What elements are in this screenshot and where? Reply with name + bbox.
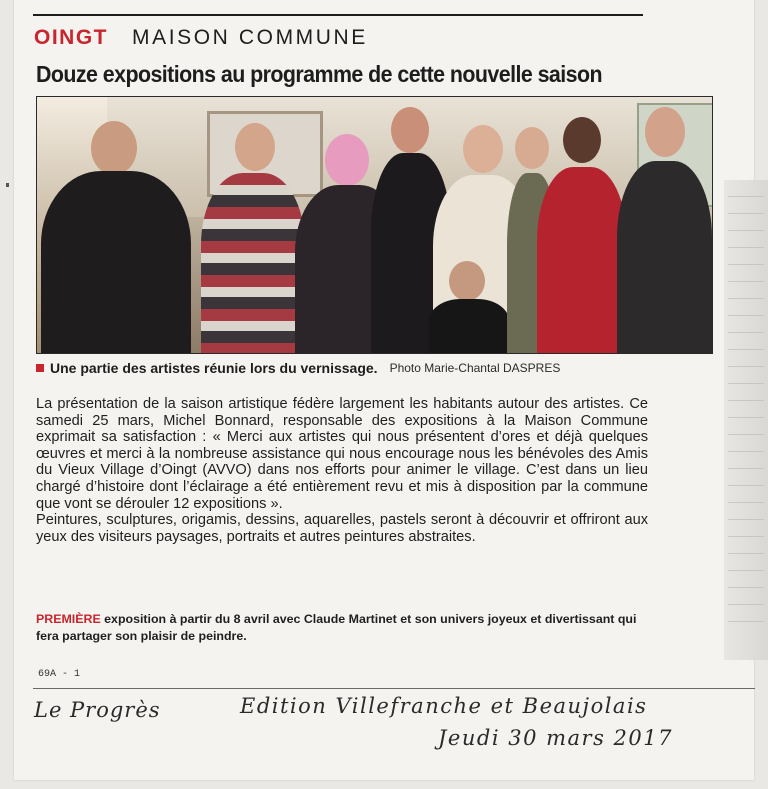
article-paragraph-1: La présentation de la saison artistique fédère largement les habitants autour des artistes. Ce samedi 25 mars, Michel Bonnard, responsable des expositions à la Maison Commune exprimait sa satisfaction : « Merci aux artistes qui nous présentent d’ores et déjà quelques œuvres et merci à la nombreuse assistance qui nous encourage nous les bénévoles des Amis du Vieux Village d’Oingt (AVVO) dans nos efforts pour animer le village. C’est dans un lieu chargé d’histoire dont l’éclairage a été entièrement revu et mis à disposition par la commune que vont se dérouler 12 expositions ». [36, 396, 648, 512]
handwritten-edition: Edition Villefranche et Beaujolais [240, 694, 648, 718]
adjacent-column-bleed [724, 180, 768, 660]
upcoming-tag: PREMIÈRE [36, 612, 101, 626]
person-silhouette [41, 121, 191, 353]
caption-bullet [36, 364, 44, 372]
handwritten-paper-name: Le Progrès [34, 698, 161, 722]
upcoming-exhibition [36, 611, 648, 645]
kicker-place: OINGT [34, 26, 108, 49]
person-silhouette [197, 113, 307, 353]
handwritten-date: Jeudi 30 mars 2017 [438, 726, 673, 750]
scan-speck [6, 183, 9, 187]
caption-text: Une partie des artistes réunie lors du vernissage. [50, 360, 378, 376]
group-photo [36, 96, 713, 354]
top-rule [33, 14, 643, 16]
section-kicker [34, 26, 368, 56]
person-silhouette [617, 107, 712, 353]
person-silhouette [537, 117, 627, 353]
article-paragraph-2: Peintures, sculptures, origamis, dessins, aquarelles, pastels seront à découvrir et offriront aux yeux des visiteurs paysages, portraits et autres peintures abstraites. [36, 512, 648, 545]
page-code: 69A - 1 [38, 669, 81, 680]
headline: Douze expositions au programme de cette nouvelle saison [36, 61, 603, 87]
article-body [36, 396, 648, 545]
photo-caption [36, 357, 696, 379]
person-silhouette [429, 261, 509, 353]
bottom-rule [33, 688, 755, 689]
photo-credit: Photo Marie-Chantal DASPRES [389, 361, 561, 375]
kicker-section: MAISON COMMUNE [132, 26, 368, 49]
upcoming-text: exposition à partir du 8 avril avec Claude Martinet et son univers joyeux et divertissant qui fera partager son plaisir de peindre. [36, 612, 637, 643]
